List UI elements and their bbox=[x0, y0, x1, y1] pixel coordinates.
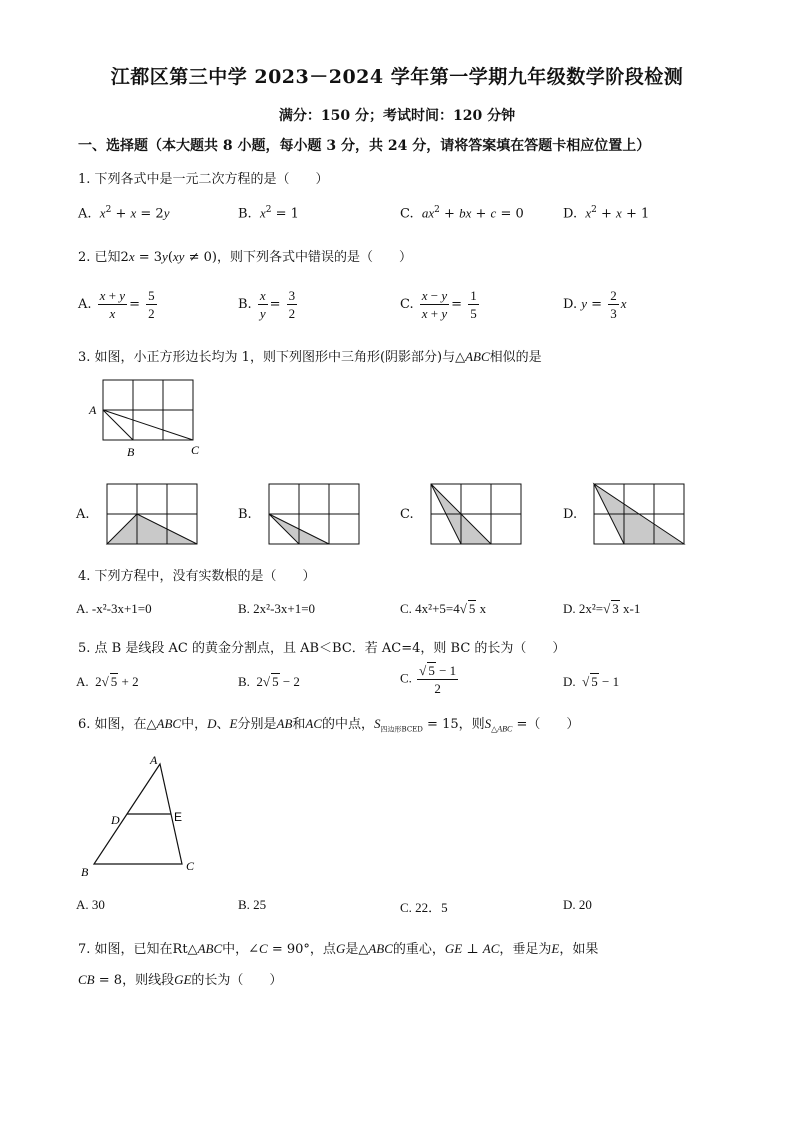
q6-option-d: D. 20 bbox=[563, 897, 592, 912]
q1-option-b: B. $x^2 = 1$ bbox=[238, 205, 299, 222]
q3-option-b-figure bbox=[268, 484, 360, 546]
q3-option-a-figure bbox=[106, 484, 198, 546]
q3-option-b-label: B. bbox=[238, 507, 252, 522]
q3-reference-figure bbox=[85, 378, 215, 460]
q2-option-d: D. y = $\frac{2}{3}$ x bbox=[563, 288, 627, 321]
q5-option-a: A. 2√ 5 + 2 bbox=[76, 674, 139, 689]
q6-option-b: B. 25 bbox=[238, 897, 267, 912]
q4-option-d: D. 2x²=√ 3 x-1 bbox=[563, 601, 641, 616]
exam-title: 江都区第三中学 2023－2024 学年第一学期九年级数学阶段检测 bbox=[110, 66, 684, 88]
q7-stem-line2: CB = 8，则线段GE的长为（ ） bbox=[78, 972, 283, 988]
q3-label-a: A bbox=[89, 403, 97, 417]
q2-option-b: B. $\frac{x}{y}$ = $\frac{3}{2}$ bbox=[238, 288, 296, 321]
q2-option-a: A. $\frac{x + y}{x}$ = $\frac{5}{2}$ bbox=[78, 288, 155, 321]
q1-option-d: D. $x^2 + x + 1$ bbox=[563, 205, 650, 222]
q6-stem: 6. 如图，在△ABC中，D、E分别是AB和AC的中点，$S_{四边形BCED} = 15$，则$S_{\triangle ABC}$ =（ ） bbox=[78, 716, 580, 734]
q3-stem: 3. 如图，小正方形边长均为 1，则下列图形中三角形(阴影部分)与△ABC相似的是 bbox=[78, 349, 542, 365]
q3-option-c-label: C. bbox=[400, 507, 414, 522]
q6-label-a: A bbox=[150, 753, 158, 767]
q5-option-d: D. √ 5 − 1 bbox=[563, 674, 620, 689]
exam-subtitle: 满分：150 分；考试时间：120 分钟 bbox=[278, 108, 516, 124]
q6-label-b: B bbox=[81, 865, 89, 879]
q1-option-c: C. $ax^2$ + bx + c = 0 bbox=[400, 205, 524, 222]
q4-option-c: C. 4x²+5=4√ 5 x bbox=[400, 601, 487, 616]
q1-stem: 1. 下列各式中是一元二次方程的是（ ） bbox=[78, 172, 329, 187]
q4-stem: 4. 下列方程中，没有实数根的是（ ） bbox=[78, 569, 316, 584]
q5-option-b: B. 2√ 5 − 2 bbox=[238, 674, 300, 689]
q5-stem: 5. 点 B 是线段 AC 的黄金分割点，且 AB＜BC．若 AC=4，则 BC 的长为（ ） bbox=[78, 641, 566, 656]
q7-stem-line1: 7. 如图，已知在Rt△ABC中，∠C = 90°，点G是△ABC的重心，GE ⊥ AC，垂足为E，如果 bbox=[78, 941, 599, 957]
q6-option-a: A. 30 bbox=[76, 897, 105, 912]
q6-label-c: C bbox=[186, 859, 195, 873]
q3-label-b: B bbox=[127, 445, 135, 459]
q2-stem: 2. 已知2x = 3y(xy ≠ 0)，则下列各式中错误的是（ ） bbox=[78, 249, 412, 265]
section-heading: 一、选择题（本大题共 8 小题，每小题 3 分，共 24 分，请将答案填在答题卡相应位置上） bbox=[78, 138, 651, 154]
q6-triangle-figure bbox=[78, 752, 208, 880]
q6-option-c: C. 22．5 bbox=[400, 900, 448, 915]
q4-option-a: A. -x²-3x+1=0 bbox=[76, 601, 152, 616]
q6-label-e: E bbox=[174, 810, 183, 824]
q3-option-c-figure bbox=[430, 484, 522, 546]
q1-option-a: A. $x^2 + x = 2y$ bbox=[78, 205, 170, 222]
q3-option-d-figure bbox=[593, 484, 685, 546]
q4-option-b: B. 2x²-3x+1=0 bbox=[238, 601, 316, 616]
q5-option-c: C. $\frac{√ 5 - 1}{2}$ bbox=[400, 663, 457, 696]
q3-option-d-label: D. bbox=[563, 507, 578, 522]
q2-option-c: C. $\frac{x - y}{x + y}$ = $\frac{1}{5}$ bbox=[400, 288, 477, 321]
q6-label-d: D bbox=[111, 813, 120, 827]
q3-label-c: C bbox=[191, 443, 200, 457]
q3-option-a-label: A. bbox=[76, 507, 90, 522]
